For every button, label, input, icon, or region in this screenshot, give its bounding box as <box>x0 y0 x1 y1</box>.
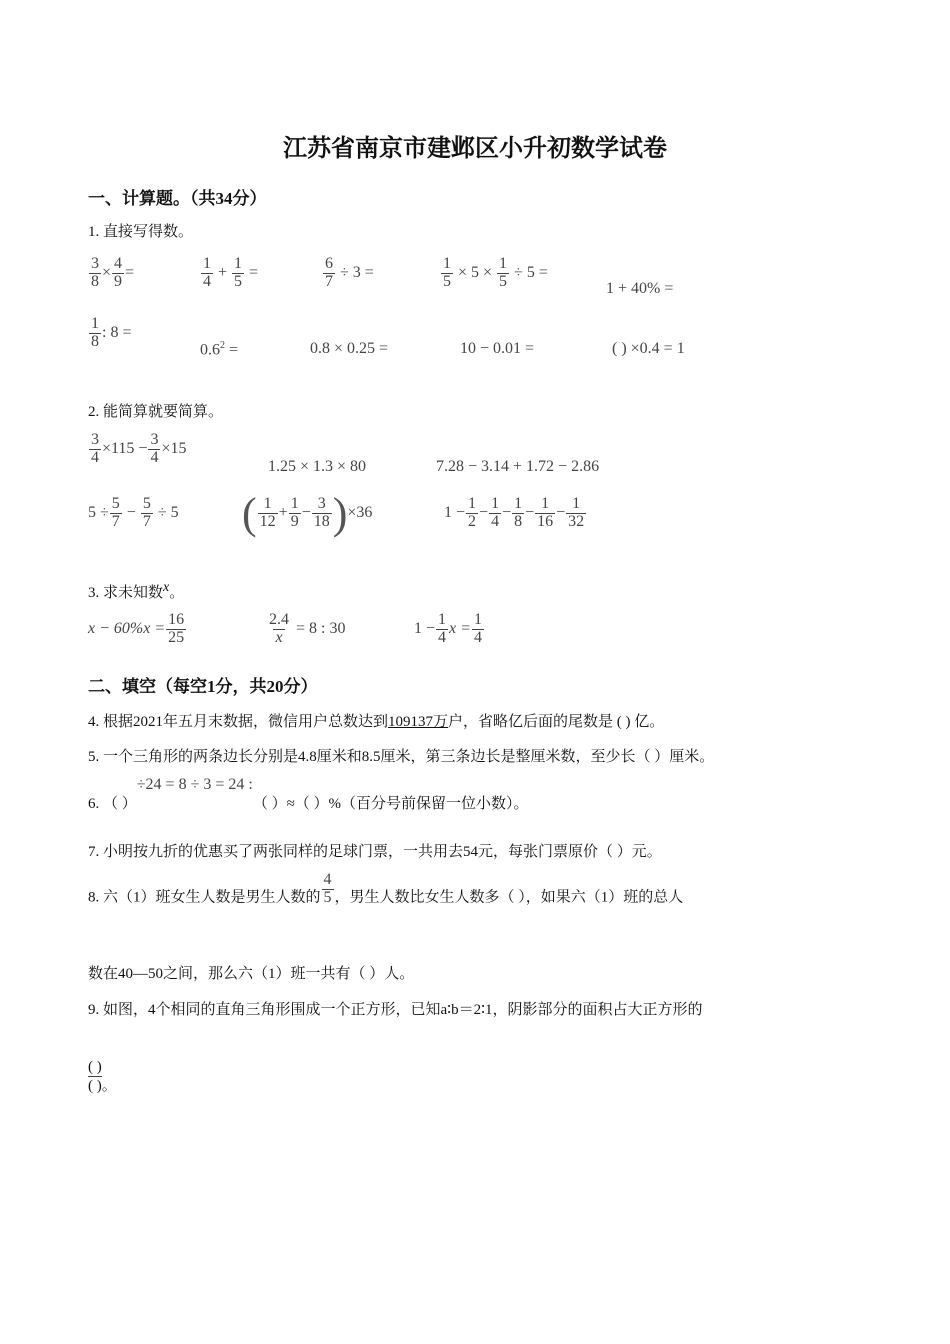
tail: = 8 : 30 <box>296 619 346 637</box>
numerator: 3 <box>91 255 99 272</box>
q2-label: 2. 能简算就要简算。 <box>88 404 224 420</box>
q8-post: ，男生人数比女生人数多（ ），如果六（1）班的总人 <box>334 889 684 906</box>
q1-e4 <box>440 256 548 291</box>
q1-e3 <box>322 256 374 291</box>
denominator: 5 <box>323 888 332 906</box>
exponent: 2 <box>220 340 225 351</box>
lead: 1 − <box>444 503 466 521</box>
numerator: 1 <box>541 495 550 512</box>
denominator: 18 <box>313 513 330 530</box>
tail: ×36 <box>347 504 373 522</box>
blank-denominator: ( ) <box>88 1078 102 1094</box>
denominator: 4 <box>438 628 447 646</box>
mid: x = <box>449 619 471 637</box>
q2-e3: 7.28 − 3.14 + 1.72 − 2.86 <box>436 458 600 475</box>
operator: + <box>218 263 228 281</box>
tail: ×15 <box>161 439 187 457</box>
numerator: 1 <box>234 255 243 272</box>
operator: − <box>502 503 512 521</box>
q4-underline: 109137万 <box>388 714 449 730</box>
numerator: 1 <box>263 495 272 513</box>
q2-e1 <box>88 432 186 467</box>
denominator: 32 <box>568 512 585 530</box>
numerator: 1 <box>91 315 99 332</box>
denominator: 16 <box>537 512 554 530</box>
period: 。 <box>169 585 185 601</box>
q9: 9. 如图，4个相同的直角三角形围成一个正方形，已知a∶b＝2∶1，阴影部分的面积占大正方形的 <box>88 1002 703 1018</box>
q9-end: 。 <box>101 1078 117 1094</box>
operator: + <box>278 504 288 522</box>
page-title: 江苏省南京市建邺区小升初数学试卷 <box>283 136 667 162</box>
q9-answer-blank <box>88 1058 117 1095</box>
numerator: 1 <box>491 495 500 512</box>
denominator: 4 <box>203 272 211 290</box>
equals: = <box>249 263 259 281</box>
denominator: 7 <box>325 272 333 290</box>
q3-e1 <box>88 612 187 647</box>
operator: × <box>102 263 112 281</box>
denominator: 8 <box>514 512 523 530</box>
denominator: 4 <box>473 628 482 646</box>
q3-label-text: 3. 求未知数 <box>88 585 164 601</box>
numerator: 4 <box>323 871 332 888</box>
denominator: 5 <box>443 272 451 290</box>
q2-e2: 1.25 × 1.3 × 80 <box>268 458 367 475</box>
mid: × 5 × <box>458 263 493 281</box>
q4 <box>88 710 664 731</box>
denominator: 9 <box>114 272 123 290</box>
tail: ÷ 5 <box>157 503 179 521</box>
numerator: 2.4 <box>269 611 289 628</box>
denominator: 5 <box>234 272 243 290</box>
equals: = <box>125 263 135 281</box>
numerator: 4 <box>114 255 123 272</box>
right-paren: ) <box>332 489 348 538</box>
q1-label: 1. 直接写得数。 <box>88 224 194 240</box>
q1-e6 <box>88 316 131 351</box>
q1-e2 <box>200 256 258 291</box>
tail: ÷ 3 = <box>340 263 374 281</box>
equals: = <box>225 341 239 359</box>
denominator: x <box>275 628 283 646</box>
lead: 5 ÷ <box>88 503 109 521</box>
numerator: 1 <box>499 255 508 272</box>
q3-e2 <box>266 612 345 647</box>
numerator: 3 <box>91 431 99 448</box>
lead: x − 60%x = <box>88 619 166 637</box>
q1-e7 <box>200 340 238 359</box>
denominator: 7 <box>111 512 120 530</box>
q3-e3 <box>414 612 485 647</box>
q8 <box>88 872 683 907</box>
denominator: 8 <box>91 272 99 290</box>
q2-e6 <box>444 496 587 531</box>
q6-pre: 6. （ ） <box>88 796 137 812</box>
q1-e10: ( ) ×0.4 = 1 <box>612 340 685 357</box>
q7: 7. 小明按九折的优惠买了两张同样的足球门票，一共用去54元，每张门票原价（ ）元。 <box>88 844 662 860</box>
denominator: 4 <box>150 448 159 466</box>
numerator: 1 <box>468 495 477 512</box>
numerator: 1 <box>438 611 447 628</box>
q5: 5. 一个三角形的两条边长分别是4.8厘米和8.5厘米，第三条边长是整厘米数，至少长（ ）厘米。 <box>88 749 715 765</box>
tail: : 8 = <box>102 323 132 341</box>
denominator: 7 <box>142 512 151 530</box>
denominator: 12 <box>259 513 276 530</box>
left-paren: ( <box>242 489 257 538</box>
denominator: 8 <box>91 332 99 350</box>
numerator: 3 <box>150 431 159 448</box>
q4-post: 户，省略亿后面的尾数是 ( ) 亿。 <box>448 714 665 730</box>
denominator: 5 <box>499 272 508 290</box>
blank-numerator: ( ) <box>88 1059 102 1075</box>
lead: 1 − <box>414 619 436 637</box>
numerator: 1 <box>443 255 451 272</box>
denominator: 4 <box>91 448 99 466</box>
numerator: 5 <box>142 495 151 512</box>
q8-line2: 数在40—50之间，那么六（1）班一共有（ ）人。 <box>88 966 415 982</box>
unknown-variable: x <box>163 580 170 595</box>
q2-e4 <box>88 496 179 531</box>
denominator: 2 <box>468 512 477 530</box>
base: 0.6 <box>200 341 220 359</box>
q8-pre: 8. 六（1）班女生人数是男生人数的 <box>88 889 321 906</box>
numerator: 1 <box>572 495 581 512</box>
numerator: 1 <box>203 255 211 272</box>
operator: − <box>479 503 489 521</box>
q2-e5 <box>242 488 372 539</box>
operator: − <box>525 503 535 521</box>
q1-e1 <box>88 256 134 291</box>
q1-e5: 1 + 40% = <box>606 280 674 297</box>
numerator: 16 <box>168 611 185 628</box>
q4-pre: 4. 根据2021年五月末数据，微信用户总数达到 <box>88 714 389 730</box>
operator: − <box>301 504 311 522</box>
numerator: 5 <box>111 495 120 512</box>
q3-label <box>88 580 184 602</box>
q6-eq: ÷24 = 8 ÷ 3 = 24 : <box>136 776 253 793</box>
denominator: 25 <box>168 628 185 646</box>
section2-heading: 二、填空（每空1分，共20分） <box>88 677 318 696</box>
mid: − <box>126 503 136 521</box>
numerator: 3 <box>317 495 326 513</box>
tail: ÷ 5 = <box>514 263 548 281</box>
numerator: 6 <box>325 255 333 272</box>
q1-e8: 0.8 × 0.25 = <box>310 340 389 357</box>
q1-e9: 10 − 0.01 = <box>460 340 535 357</box>
section1-heading: 一、计算题。（共34分） <box>88 189 267 208</box>
mid: ×115 − <box>102 439 148 457</box>
numerator: 1 <box>473 611 482 628</box>
denominator: 4 <box>491 512 500 530</box>
q6 <box>88 776 529 813</box>
operator: − <box>556 503 566 521</box>
denominator: 9 <box>290 513 299 530</box>
numerator: 1 <box>514 495 523 512</box>
q6-post: （ ）≈（ ）%（百分号前保留一位小数）。 <box>252 796 529 812</box>
numerator: 1 <box>290 495 299 513</box>
